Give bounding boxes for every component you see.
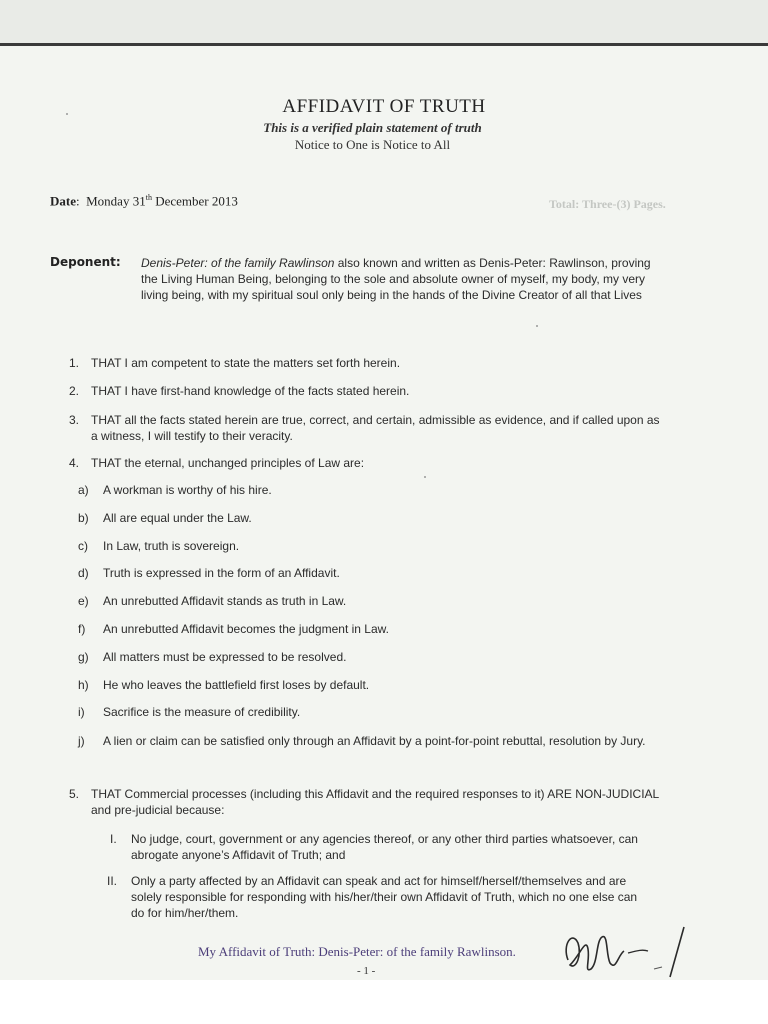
date-line: Date: Monday 31th December 2013 xyxy=(50,193,238,209)
date-suffix: th xyxy=(145,193,152,202)
total-pages: Total: Three-(3) Pages. xyxy=(549,197,666,211)
deponent-line-2: the Living Human Being, belonging to the sole and absolute owner of myself, my body, my very xyxy=(141,272,646,286)
date-label: Date xyxy=(50,193,76,209)
top-rule xyxy=(0,43,768,46)
document-title: AFFIDAVIT OF TRUTH xyxy=(282,96,486,117)
date-day: Monday 31 xyxy=(86,193,146,209)
deponent-label: Deponent: xyxy=(50,255,121,269)
deponent-name: Denis-Peter: of the family Rawlinson xyxy=(141,256,335,270)
deponent-line-3: living being, with my spiritual soul only being in the hands of the Divine Creator of all that Lives xyxy=(141,288,642,302)
date-rest: December 2013 xyxy=(151,193,238,209)
notice-line: Notice to One is Notice to All xyxy=(294,137,451,152)
scan-speck xyxy=(424,476,426,478)
scan-speck xyxy=(536,325,538,327)
deponent-text xyxy=(141,255,701,303)
page-number: - 1 - xyxy=(357,965,376,977)
footer-text: My Affidavit of Truth: Denis-Peter: of the family Rawlinson. xyxy=(198,944,516,959)
signature xyxy=(558,915,698,985)
deponent-line-1: Denis-Peter: of the family Rawlinson also known and written as Denis-Peter: Rawlinson, proving xyxy=(141,256,651,270)
document-subtitle: This is a verified plain statement of truth xyxy=(263,120,482,135)
scan-margin xyxy=(0,980,768,1024)
